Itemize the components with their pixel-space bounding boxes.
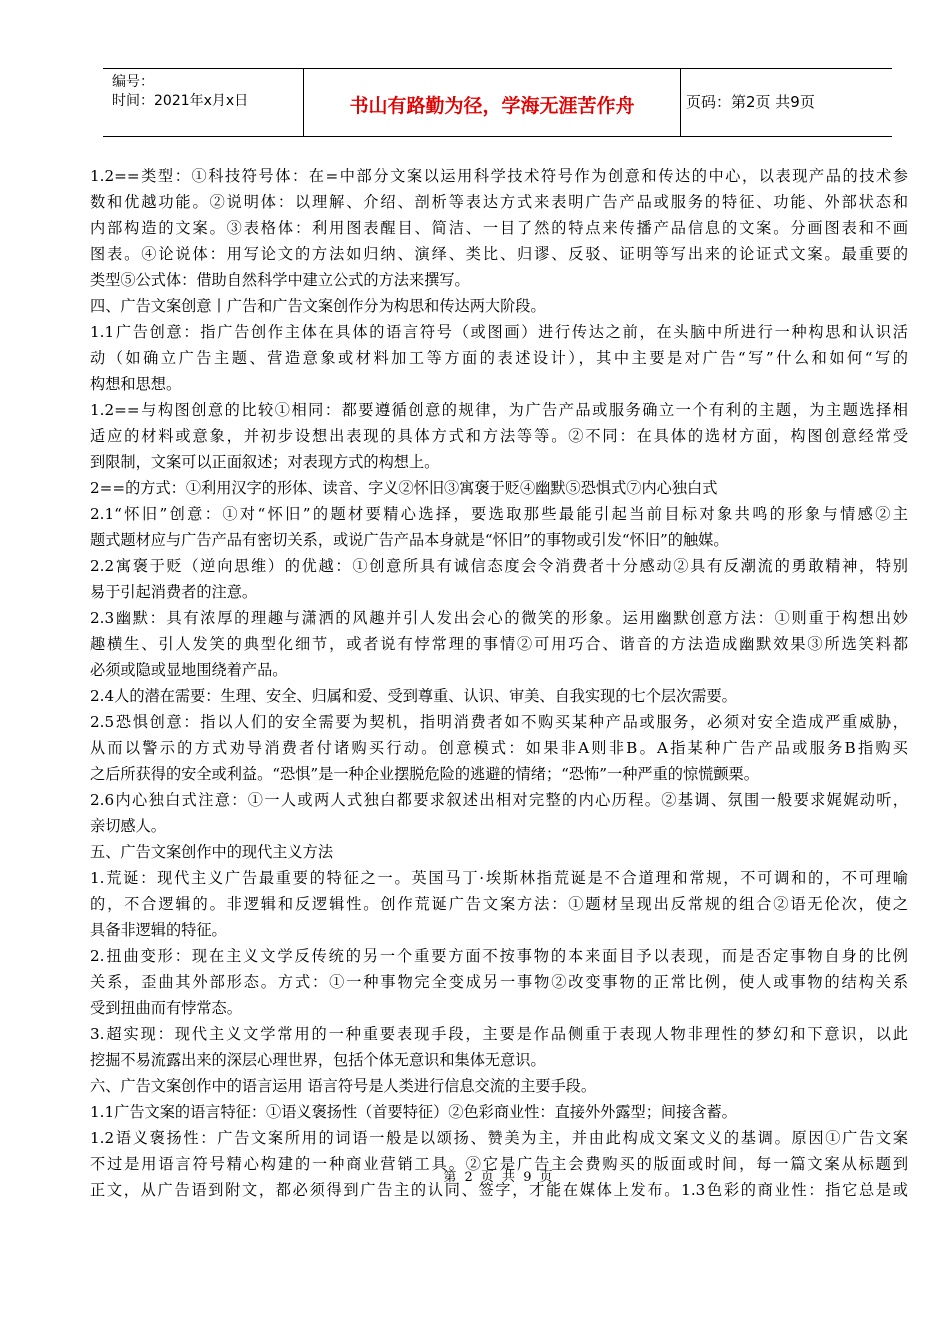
text-line: 到限制，文案可以正面叙述；对表现方式的构想上。 <box>90 453 440 471</box>
text-line: 之后所获得的安全或利益。“恐惧”是一种企业摆脱危险的逃避的情绪；“恐怖”一种严重的惊慌颤栗。 <box>90 765 759 783</box>
text-line: 关系，歪曲其外部形态。方式：①一种事物完全变成另一事物②改变事物的正常比例，使人或事物的结构关系 <box>90 973 908 991</box>
text-line: 2.扭曲变形：现在主义文学反传统的另一个重要方面不按事物的本来面目予以表现，而是否定事物自身的比例 <box>90 947 908 965</box>
text-line: 六、广告文案创作中的语言运用 语言符号是人类进行信息交流的主要手段。 <box>90 1077 597 1095</box>
header-motto-cell <box>303 69 681 136</box>
header-page-code: 页码：第2页 共9页 <box>686 93 815 111</box>
document-body <box>90 163 908 1203</box>
text-line: 构想和思想。 <box>90 375 182 393</box>
text-line: 挖掘不易流露出来的深层心理世界，包括个体无意识和集体无意识。 <box>90 1051 546 1069</box>
header-page-cell <box>680 69 892 136</box>
text-line: 正文，从广告语到附文，都必须得到广告主的认同、签字，才能在媒体上发布。1.3色彩的商业性：指它总是或 <box>90 1181 908 1199</box>
text-line: 亲切感人。 <box>90 817 166 835</box>
text-line: 必须或隐或显地围绕着产品。 <box>90 661 288 679</box>
page-footer: 第 2 页 共 9 页 <box>443 1170 555 1185</box>
text-line: 2.2寓褒于贬（逆向思维）的优越：①创意所具有诚信态度会令消费者十分感动②具有反潮流的勇敢精神，特别 <box>90 557 908 575</box>
header-motto: 书山有路勤为径，学海无涯苦作舟 <box>349 95 635 117</box>
text-line: 具备非逻辑的特征。 <box>90 921 227 939</box>
text-line: 易于引起消费者的注意。 <box>90 583 258 601</box>
text-line: 题式题材应与广告产品有密切关系，或说广告产品本身就是“怀旧”的事物或引发“怀旧”的触媒。 <box>90 531 729 549</box>
text-line: 1.2==类型：①科技符号体：在=中部分文案以运用科学技术符号作为创意和传达的中心，以表现产品的技术参 <box>90 167 908 185</box>
text-line: 的，不合逻辑的。非逻辑和反逻辑性。创作荒诞广告文案方法：①题材呈现出反常规的组合②语无伦次，使之 <box>90 895 908 913</box>
text-line: 受到扭曲而有悖常态。 <box>90 999 242 1017</box>
document-time-label: 时间：2021年x月x日 <box>112 93 249 109</box>
text-line: 2==的方式：①利用汉字的形体、读音、字义②怀旧③寓褒于贬④幽默⑤恐惧式⑦内心独白式 <box>90 479 718 497</box>
text-line: 适应的材料或意象，并初步设想出表现的具体方式和方法等等。②不同：在具体的选材方面，构图创意经常受 <box>90 427 908 445</box>
text-line: 内部构造的文案。③表格体：利用图表醒目、简洁、一目了然的特点来传播产品信息的文案。分画图表和不画 <box>90 219 908 237</box>
text-line: 动（如确立广告主题、营造意象或材料加工等方面的表述设计），其中主要是对广告“写”什么和如何“写的 <box>90 349 908 367</box>
document-number-label: 编号： <box>112 74 154 90</box>
text-line: 从而以警示的方式劝导消费者付诸购买行动。创意模式：如果非A则非B。A指某种广告产品或服务B指购买 <box>90 739 908 757</box>
text-line: 2.3幽默：具有浓厚的理趣与潇洒的风趣并引人发出会心的微笑的形象。运用幽默创意方法：①则重于构想出妙 <box>90 609 908 627</box>
text-line: 1.1广告创意：指广告创作主体在具体的语言符号（或图画）进行传达之前，在头脑中所进行一种构思和认识活 <box>90 323 908 341</box>
text-line: 1.1广告文案的语言特征：①语义褒扬性（首要特征）②色彩商业性：直接外外露型；间接含蓄。 <box>90 1103 737 1121</box>
text-line: 不过是用语言符号精心构建的一种商业营销工具。②它是广告主会费购买的版面或时间，每一篇文案从标题到 <box>90 1155 908 1173</box>
text-line: 2.5恐惧创意：指以人们的安全需要为契机，指明消费者如不购买某种产品或服务，必须对安全造成严重威胁， <box>90 713 908 731</box>
text-line: 2.6内心独白式注意：①一人或两人式独白都要求叙述出相对完整的内心历程。②基调、氛围一般要求娓娓动听， <box>90 791 908 809</box>
text-line: 类型⑤公式体：借助自然科学中建立公式的方法来撰写。 <box>90 271 470 289</box>
text-line: 1.2语义褒扬性：广告文案所用的词语一般是以颂扬、赞美为主，并由此构成文案文义的基调。原因①广告文案 <box>90 1129 908 1147</box>
page-header <box>103 68 892 137</box>
text-line: 1.2==与构图创意的比较①相同：都要遵循创意的规律，为广告产品或服务确立一个有利的主题，为主题选择相 <box>90 401 908 419</box>
text-line: 2.1“怀旧”创意：①对“怀旧”的题材要精心选择，要选取那些最能引起当前目标对象共鸣的形象与情感②主 <box>90 505 908 523</box>
text-line: 2.4人的潜在需要：生理、安全、归属和爱、受到尊重、认识、审美、自我实现的七个层次需要。 <box>90 687 737 705</box>
text-line: 趣横生、引人发笑的典型化细节，或者说有悖常理的事情②可用巧合、谐音的方法造成幽默效果③所选笑料都 <box>90 635 908 653</box>
text-line: 数和优越功能。②说明体：以理解、介绍、剖析等表达方式来表明广告产品或服务的特征、功能、外部状态和 <box>90 193 908 211</box>
text-line: 1.荒诞：现代主义广告最重要的特征之一。英国马丁·埃斯林指荒诞是不合道理和常规，不可调和的，不可理喻 <box>90 869 908 887</box>
text-line: 四、广告文案创意丨广告和广告文案创作分为构思和传达两大阶段。 <box>90 297 546 315</box>
text-line: 图表。④论说体：用写论文的方法如归纳、演绎、类比、归谬、反驳、证明等写出来的论证式文案。最重要的 <box>90 245 908 263</box>
header-meta-cell <box>103 69 303 136</box>
text-line: 3.超实现：现代主义文学常用的一种重要表现手段，主要是作品侧重于表现人物非理性的梦幻和下意识，以此 <box>90 1025 908 1043</box>
text-line: 五、广告文案创作中的现代主义方法 <box>90 843 333 861</box>
